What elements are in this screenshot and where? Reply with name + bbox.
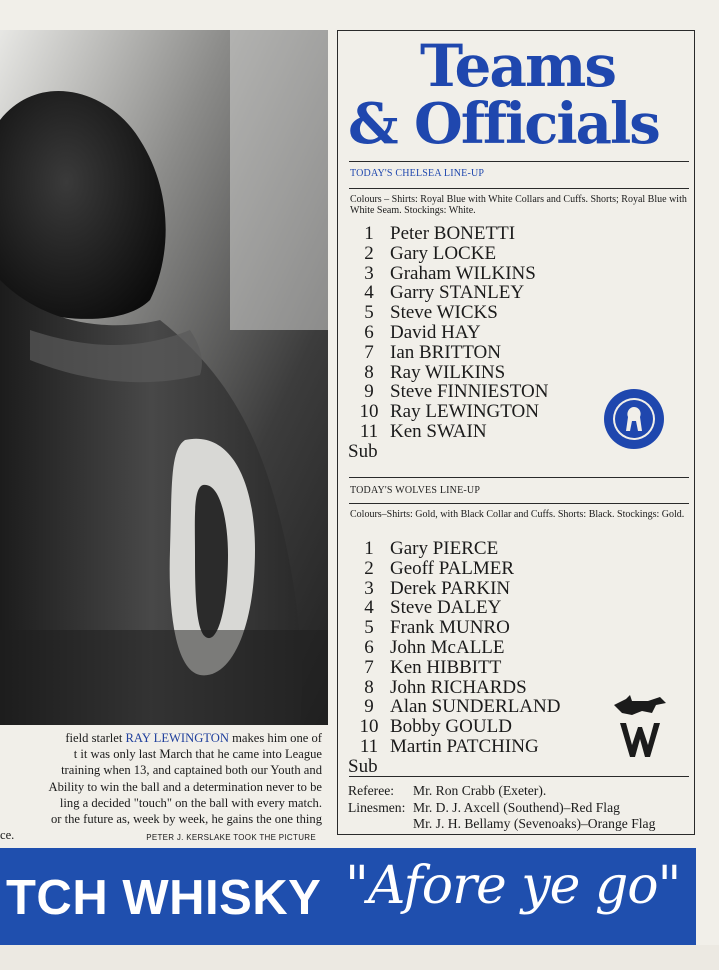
- player-name: Steve DALEY: [390, 597, 502, 619]
- shirt-number: 7: [364, 656, 374, 678]
- chelsea-lion-crest-icon: [602, 387, 666, 451]
- referee-label: Referee:: [348, 783, 395, 798]
- player-row: [348, 737, 608, 757]
- player-name: Ken SWAIN: [390, 420, 487, 442]
- player-name: John RICHARDS: [390, 676, 527, 698]
- chelsea-lineup-heading: TODAY'S CHELSEA LINE-UP: [350, 168, 485, 179]
- title-line-2: & Officials: [348, 91, 659, 157]
- player-name: Steve FINNIESTON: [390, 381, 549, 403]
- player-name: Ian BRITTON: [390, 341, 501, 363]
- player-name: Steve WICKS: [390, 302, 498, 324]
- linesman-2: Mr. J. H. Bellamy (Sevenoaks)–Orange Flag: [413, 816, 656, 831]
- player-row: [348, 638, 608, 658]
- player-row: [348, 264, 608, 284]
- wolves-colours: Colours–Shirts: Gold, with Black Collar and Cuffs. Shorts: Black. Stockings: Gold.: [350, 509, 685, 520]
- player-name: Ray LEWINGTON: [390, 401, 539, 423]
- shirt-number: 4: [364, 282, 374, 304]
- player-row: [348, 402, 608, 422]
- shirt-number: 5: [364, 302, 374, 324]
- photo-caption: [0, 730, 322, 840]
- shirt-number: 7: [364, 341, 374, 363]
- player-name: Ken HIBBITT: [390, 656, 502, 678]
- shirt-number: 10: [359, 401, 379, 423]
- player-row: [348, 658, 608, 678]
- shirt-number: 1: [364, 223, 374, 244]
- shirt-number: 3: [364, 262, 374, 284]
- divider: [349, 477, 689, 478]
- shirt-number: 5: [364, 617, 374, 639]
- player-row: [348, 244, 608, 264]
- player-name: Gary PIERCE: [390, 538, 499, 559]
- wolves-lineup: [348, 539, 608, 777]
- shirt-number: 4: [364, 597, 374, 619]
- caption-line: training when 13, and captained both our Youth and: [61, 763, 322, 778]
- match-officials: [348, 783, 655, 833]
- chelsea-colours: Colours – Shirts: Royal Blue with White Collars and Cuffs. Shorts; Royal Blue with White Seam. Stockings: White.: [350, 194, 687, 217]
- shirt-number: 9: [364, 696, 374, 718]
- player-row: [348, 539, 608, 559]
- referee-name: Mr. Ron Crabb (Exeter).: [413, 783, 547, 798]
- linesman-1: Mr. D. J. Axcell (Southend)–Red Flag: [413, 799, 620, 815]
- caption-line: ce.: [0, 828, 15, 840]
- shirt-number: 10: [359, 716, 379, 738]
- divider: [349, 161, 689, 162]
- player-name: Gary LOCKE: [390, 242, 497, 264]
- player-row: [348, 559, 608, 579]
- wolf-ww-crest-icon: [612, 693, 668, 761]
- ad-brand: TCH WHISKY: [6, 871, 322, 925]
- player-name: Graham WILKINS: [390, 262, 536, 284]
- player-row: [348, 717, 608, 737]
- player-row: [348, 303, 608, 323]
- player-name: Derek PARKIN: [390, 577, 511, 599]
- player-row: [348, 678, 608, 698]
- page-title: [348, 32, 693, 157]
- player-name: Garry STANLEY: [390, 282, 525, 304]
- shirt-number: 11: [359, 735, 379, 757]
- shirt-number: 2: [364, 242, 374, 264]
- player-name: Alan SUNDERLAND: [390, 696, 561, 718]
- shirt-number: 3: [364, 577, 374, 599]
- shirt-number: 9: [364, 381, 374, 403]
- player-name: Martin PATCHING: [390, 735, 539, 757]
- divider: [349, 776, 689, 777]
- player-row: [348, 343, 608, 363]
- shirt-number: 1: [364, 538, 374, 559]
- player-row: [348, 283, 608, 303]
- photo-credit: PETER J. KERSLAKE TOOK THE PICTURE: [146, 833, 316, 840]
- caption-line: or the future as, week by week, he gains the one thing: [50, 812, 322, 827]
- player-name: Ray WILKINS: [390, 361, 506, 383]
- player-row: [348, 323, 608, 343]
- player-photo: [0, 30, 328, 725]
- player-row: [348, 598, 608, 618]
- player-row: [348, 697, 608, 717]
- wolves-lineup-heading: TODAY'S WOLVES LINE-UP: [350, 485, 481, 496]
- substitute-label: Sub: [348, 440, 378, 462]
- caption-line: t it was only last March that he came into League: [73, 747, 322, 762]
- caption-line: ling a decided "touch" on the ball with every match.: [59, 795, 322, 810]
- player-row: [348, 363, 608, 383]
- shirt-number: 11: [359, 420, 379, 442]
- teams-panel: [337, 30, 695, 835]
- player-name: Geoff PALMER: [390, 557, 515, 579]
- shirt-number: 8: [364, 361, 374, 383]
- player-name: Peter BONETTI: [390, 223, 516, 244]
- caption-player-name: RAY LEWINGTON: [125, 731, 229, 745]
- whisky-ad-banner: [0, 848, 696, 945]
- caption-text: makes him one of: [228, 731, 322, 745]
- shirt-number: 2: [364, 557, 374, 579]
- shirt-number: 6: [364, 636, 374, 658]
- substitute-label: Sub: [348, 755, 378, 777]
- player-name: Bobby GOULD: [390, 716, 512, 738]
- chelsea-lineup: [348, 224, 608, 462]
- shirt-number: 6: [364, 321, 374, 343]
- player-row: [348, 224, 608, 244]
- player-row: [348, 382, 608, 402]
- page-margin: [0, 945, 719, 970]
- shirt-number: 8: [364, 676, 374, 698]
- player-name: Frank MUNRO: [390, 617, 510, 639]
- caption-text: field starlet: [65, 731, 126, 745]
- divider: [349, 503, 689, 504]
- player-row: [348, 579, 608, 599]
- player-row: [348, 422, 608, 442]
- player-name: John McALLE: [390, 636, 505, 658]
- divider: [349, 188, 689, 189]
- linesmen-label: Linesmen:: [348, 799, 406, 815]
- player-row: [348, 618, 608, 638]
- player-name: David HAY: [390, 321, 481, 343]
- title-line-1: Teams: [420, 32, 616, 100]
- ad-slogan: "Afore ye go": [345, 856, 681, 916]
- caption-line: Ability to win the ball and a determination never to be: [48, 779, 322, 794]
